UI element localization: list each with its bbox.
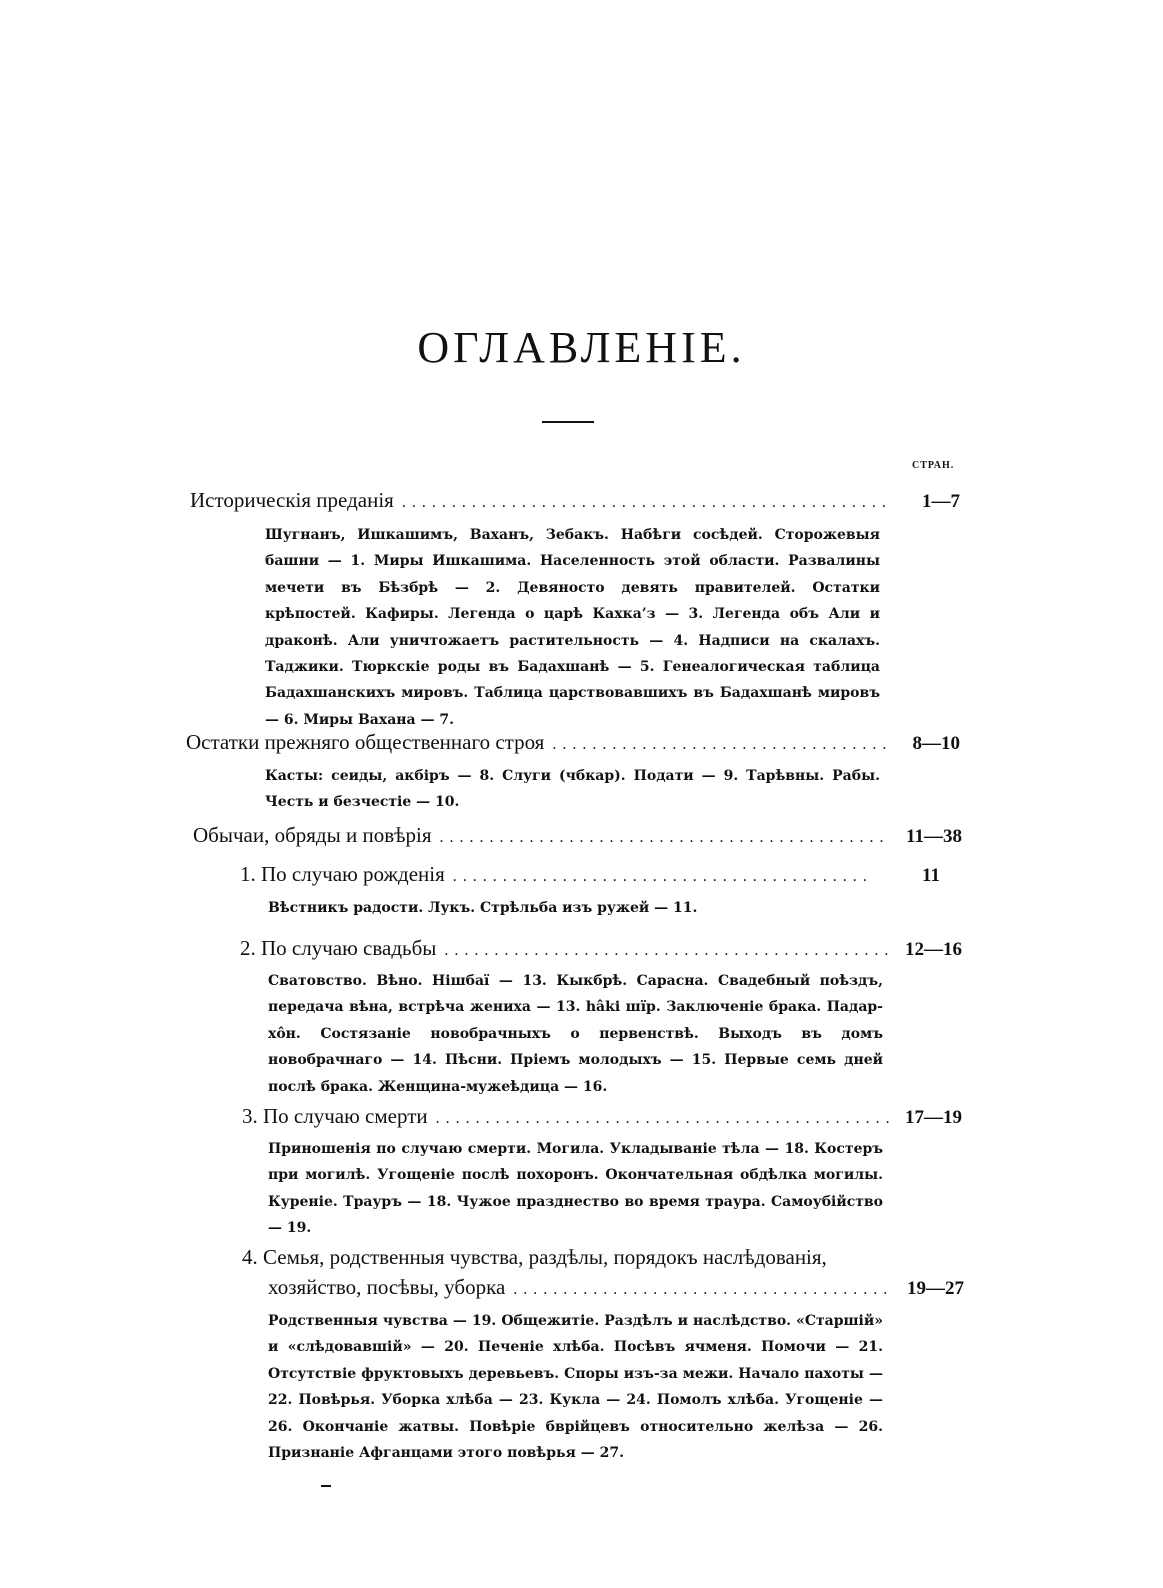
dot-leader xyxy=(552,736,888,754)
toc-entry-summary: Приношенія по случаю смерти. Могила. Укладываніе тѣла — 18. Костеръ при могилѣ. Угощеніе послѣ похоронъ. Окончательная обдѣлка могилы. Куреніе. Трауръ — 18. Чужое празднество во время траура. Самоубійство — 19. xyxy=(268,1141,883,1237)
toc-entry-title: 1. По случаю рожденія xyxy=(240,862,445,886)
toc-entry-birth xyxy=(240,862,940,887)
toc-entry-summary: Шугнанъ, Ишкашимъ, Ваханъ, Зебакъ. Набѣги сосѣдей. Сторожевыя башни — 1. Миры Ишкашима. Населенность этой области. Развалины мечети въ Бѣзбрѣ — 2. Девяносто девять правителей. Остатки крѣпостей. Кафиры. Легенда о царѣ Кахка’з — 3. Легенда объ Али и драконѣ. Али уничтожаетъ растительность — 4. Надписи на скалахъ. Таджики. Тюркскіе роды въ Бадахшанѣ — 5. Генеалогическая таблица Бадахшанскихъ мировъ. Таблица царствовавшихъ въ Бадахшанѣ мировъ — 6. Миры Вахана — 7. xyxy=(265,527,880,728)
toc-entry-summary: Касты: сеиды, акбіръ — 8. Слуги (чбкар). Подати — 9. Тарѣвны. Рабы. Честь и безчестіе — 10. xyxy=(265,768,880,811)
dot-leader xyxy=(444,942,890,960)
toc-entry-summary: Вѣстникъ радости. Лукъ. Стрѣльба изъ ружей — 11. xyxy=(268,900,698,916)
toc-entry-title: Остатки прежняго общественнаго строя xyxy=(186,730,545,754)
toc-entry-pages: 8—10 xyxy=(912,733,960,754)
page-title: ОГЛАВЛЕНІЕ. xyxy=(417,323,746,372)
toc-entry-wedding xyxy=(240,936,962,961)
dot-leader xyxy=(513,1281,892,1299)
toc-entry-family xyxy=(268,1275,964,1300)
toc-entry-title: 3. По случаю смерти xyxy=(242,1104,428,1128)
toc-entry-pages: 12—16 xyxy=(905,939,962,960)
toc-entry-title: хозяйство, посѣвы, уборка xyxy=(268,1275,506,1299)
toc-entry-summary: Родственныя чувства — 19. Общежитіе. Раздѣлъ и наслѣдство. «Старшій» и «слѣдовавшій» — 20. Печеніе хлѣба. Посѣвъ ячменя. Помочи — 21. Отсутствіе фруктовыхъ деревьевъ. Споры изъ-за межи. Начало пахоты — 22. Повѣрья. Уборка хлѣба — 23. Кукла — 24. Помолъ хлѣба. Угощеніе — 26. Окончаніе жатвы. Повѣріе бврійцевъ относительно желѣза — 26. Признаніе Афганцами этого повѣрья — 27. xyxy=(268,1313,883,1462)
title-divider xyxy=(542,421,594,423)
toc-entry-summary: Сватовство. Вѣно. Нішбаї — 13. Кыкбрѣ. Сарасна. Свадебный поѣздъ, передача вѣна, встрѣча жениха — 13. hâki шïр. Заключеніе брака. Падар-хôн. Состязаніе новобрачныхъ о первенствѣ. Выходъ въ домъ новобрачнаго — 14. Пѣсни. Пріемъ молодыхъ — 15. Первые семь дней послѣ брака. Женщина-мужеѣдица — 16. xyxy=(268,973,883,1095)
toc-entry-title-line1: 4. Семья, родственныя чувства, раздѣлы, порядокъ наслѣдованія, xyxy=(242,1245,827,1269)
dot-leader xyxy=(453,868,868,886)
toc-entry-pages: 1—7 xyxy=(922,491,960,512)
toc-entry-customs xyxy=(193,823,962,848)
toc-entry-social-order xyxy=(186,730,960,755)
toc-entry-pages: 11 xyxy=(922,865,940,886)
dot-leader xyxy=(402,494,888,512)
toc-entry-pages: 11—38 xyxy=(906,826,962,847)
toc-entry-historical xyxy=(190,488,960,513)
pages-column-header: СТРАН. xyxy=(912,460,955,471)
footer-mark xyxy=(321,1485,331,1487)
dot-leader xyxy=(440,829,890,847)
toc-entry-pages: 19—27 xyxy=(907,1278,964,1299)
toc-entry-death xyxy=(242,1104,962,1129)
toc-entry-pages: 17—19 xyxy=(905,1107,962,1128)
toc-entry-title: Историческія преданія xyxy=(190,488,394,512)
toc-entry-title: Обычаи, обряды и повѣрія xyxy=(193,823,432,847)
toc-entry-title: 2. По случаю свадьбы xyxy=(240,936,437,960)
dot-leader xyxy=(436,1110,890,1128)
